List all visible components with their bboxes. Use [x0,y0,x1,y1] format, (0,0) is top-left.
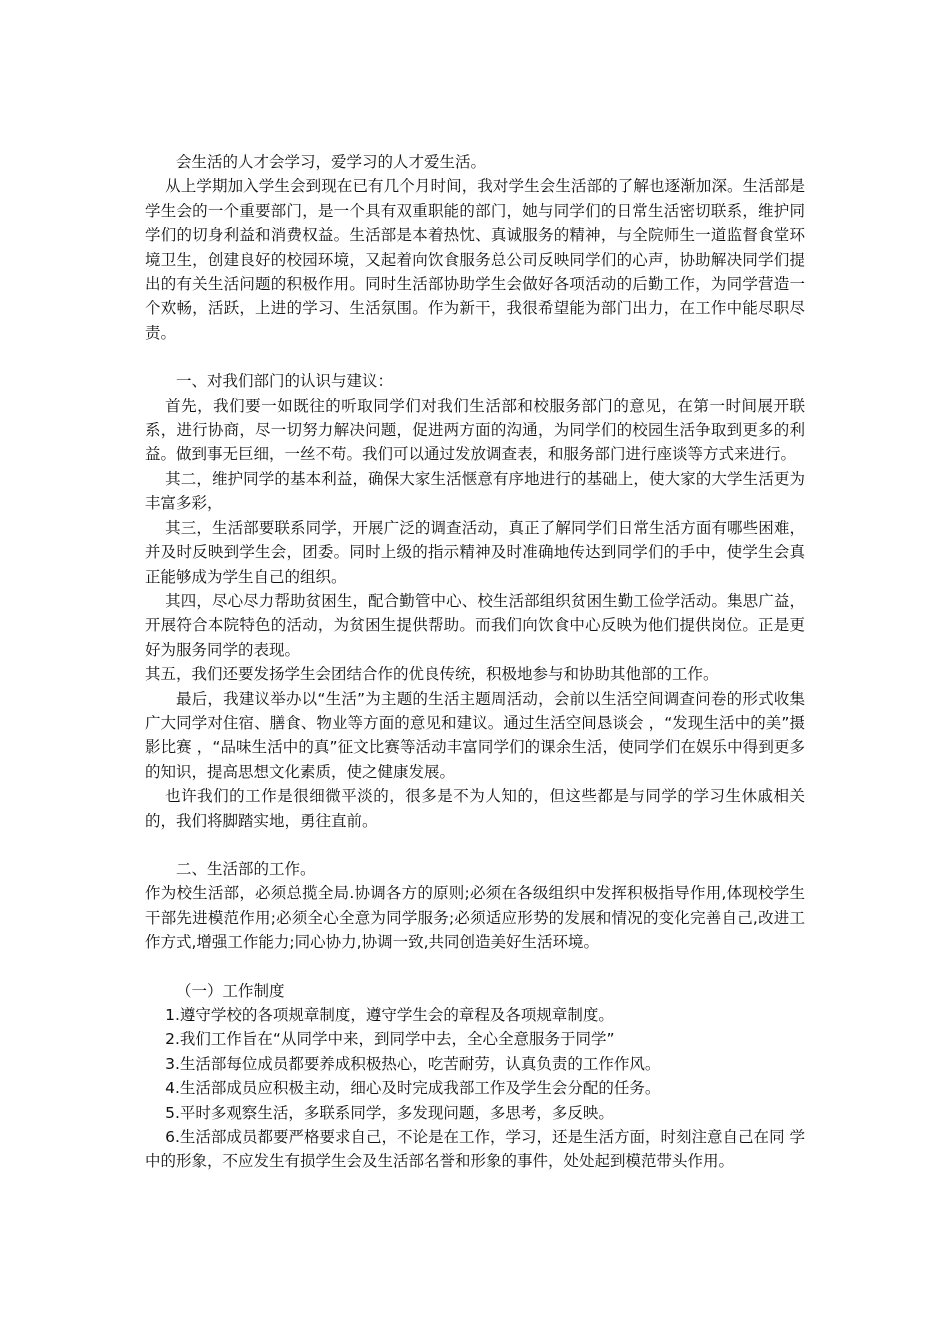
paragraph-overview: 从上学期加入学生会到现在已有几个月时间，我对学生会生活部的了解也逐渐加深。生活部是学生会的一个重要部门，是一个具有双重职能的部门，她与同学们的日常生活密切联系，维护同学们的切身利益和消费权益。生活部是本着热忱、真诚服务的精神，与全院师生一道监督食堂环境卫生，创建良好的校园环境，又起着向饮食服务总公司反映同学们的心声，协助解决同学们提出的有关生活问题的积极作用。同时生活部协助学生会做好各项活动的后勤工作，为同学营造一个欢畅，活跃，上进的学习、生活氛围。作为新干，我很希望能为部门出力，在工作中能尽职尽责。 [145,177,805,342]
spacer [145,345,805,369]
suggestion-first: 首先，我们要一如既往的听取同学们对我们生活部和校服务部门的意见，在第一时间展开联系，进行协商，尽一切努力解决问题，促进两方面的沟通，为同学们的校园生活争取到更多的利益。做到事无巨细，一丝不苟。我们可以通过发放调查表，和服务部门进行座谈等方式来进行。 [145,396,805,464]
suggestion-fourth: 其四，尽心尽力帮助贫困生，配合勤管中心、校生活部组织贫困生勤工俭学活动。集思广益，开展符合本院特色的活动，为贫困生提供帮助。而我们向饮食中心反映为他们提供岗位。正是更好为服务同学的表现。 [145,591,805,659]
spacer [145,955,805,979]
intro-line: 会生活的人才会学习，爱学习的人才爱生活。 [176,153,487,171]
suggestion-second: 其二，维护同学的基本利益，确保大家生活惬意有序地进行的基础上，使大家的大学生活更为丰富多彩， [145,469,805,513]
suggestion-last: 最后，我建议举办以“生活”为主题的生活主题周活动，会前以生活空间调查问卷的形式收集广大同学对住宿、膳食、物业等方面的意见和建议。通过生活空间恳谈会 ，“发现生活中的美”摄影比赛 ，“品味生活中的真”征文比赛等活动丰富同学们的课余生活，使同学们在娱乐中得到更多的知识，提高思想文化素质，使之健康发展。 [145,689,805,781]
section1-heading: 一、对我们部门的认识与建议： [176,372,394,391]
suggestion-fifth: 其五，我们还要发扬学生会团结合作的优良传统，积极地参与和协助其他部的工作。 [145,665,719,684]
suggestion-third: 其三，生活部要联系同学，开展广泛的调查活动，真正了解同学们日常生活方面有哪些困难，并及时反映到学生会，团委。同时上级的指示精神及时准确地传达到同学们的手中，使学生会真正能够成为学生自己的组织。 [145,518,805,586]
rule-item: 4.生活部成员应积极主动，细心及时完成我部工作及学生会分配的任务。 [165,1079,661,1098]
section1-closing: 也许我们的工作是很细微平淡的，很多是不为人知的，但这些都是与同学的学习生休戚相关的，我们将脚踏实地，勇往直前。 [145,787,805,830]
rule-item: 1.遵守学校的各项规章制度，遵守学生会的章程及各项规章制度。 [165,1006,614,1024]
rule-item: 5.平时多观察生活，多联系同学，多发现问题，多思考，多反映。 [165,1103,614,1122]
rule-item: 2.我们工作旨在“从同学中来，到同学中去，全心全意服务于同学” [165,1030,615,1049]
document-page [145,150,805,1174]
section2-heading: 二、生活部的工作。 [176,859,316,878]
rule-item: 6.生活部成员都要严格要求自己，不论是在工作，学习，还是生活方面，时刻注意自己在同 学中的形象，不应发生有损学生会及生活部名誉和形象的事件，处处起到模范带头作用。 [145,1128,805,1171]
subsection1-heading: （一）工作制度 [176,981,285,1000]
spacer [145,833,805,857]
section2-body: 作为校生活部，必须总揽全局.协调各方的原则;必须在各级组织中发挥积极指导作用,体现校学生干部先进模范作用;必须全心全意为同学服务;必须适应形势的发展和情况的变化完善自己,改进工作方式,增强工作能力;同心协力,协调一致,共同创造美好生活环境。 [145,884,805,952]
rule-item: 3.生活部每位成员都要养成积极热心，吃苦耐劳，认真负责的工作作风。 [165,1054,661,1073]
